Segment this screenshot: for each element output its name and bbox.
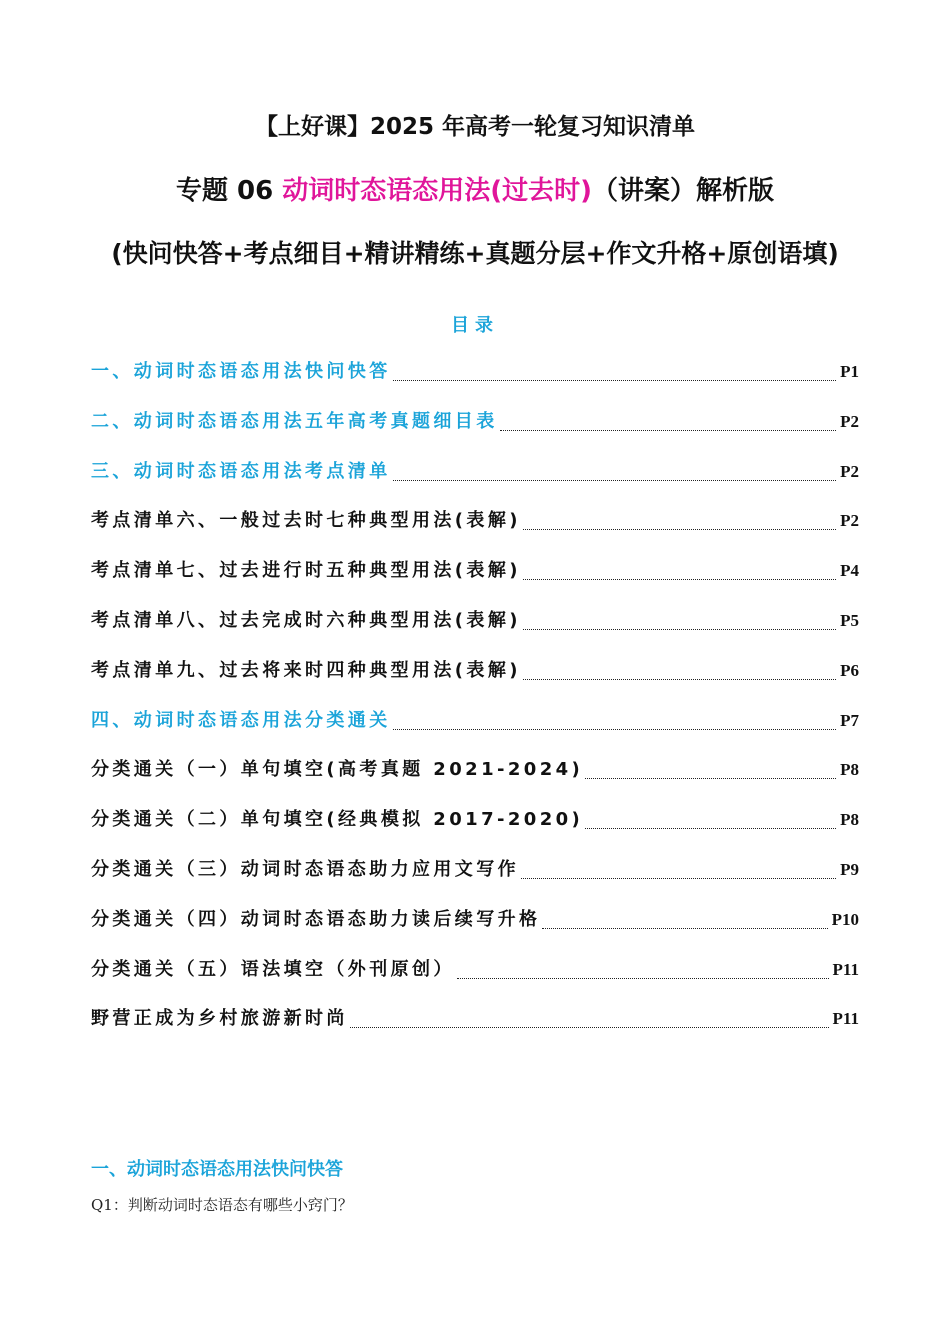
toc-entry[interactable] (91, 754, 859, 782)
toc-entry-label: 考点清单九、过去将来时四种典型用法(表解) (91, 660, 521, 681)
toc-dot-leader (523, 628, 836, 630)
toc-entry[interactable] (91, 1003, 859, 1031)
toc-entry-page: P8 (840, 810, 859, 829)
toc-entry[interactable] (91, 555, 859, 583)
section-heading: 一、动词时态语态用法快问快答 (91, 1159, 343, 1180)
toc-entry[interactable] (91, 356, 859, 384)
document-subtitle: (快问快答+考点细目+精讲精练+真题分层+作文升格+原创语填) (111, 239, 839, 268)
toc-dot-leader (523, 678, 836, 680)
toc-entry-page: P4 (840, 561, 859, 580)
toc-entry-label: 分类通关（三）动词时态语态助力应用文写作 (91, 859, 519, 880)
toc-entry-page: P2 (840, 412, 859, 431)
toc-entry[interactable] (91, 655, 859, 683)
toc-dot-leader (542, 927, 827, 929)
toc-entry-label: 考点清单六、一般过去时七种典型用法(表解) (91, 510, 521, 531)
toc-entry-label: 分类通关（一）单句填空(高考真题 2021-2024) (91, 759, 584, 780)
document-topic-title (0, 170, 950, 207)
toc-entry-label: 分类通关（二）单句填空(经典模拟 2017-2020) (91, 809, 584, 830)
toc-entry-page: P11 (832, 960, 859, 979)
toc-dot-leader (585, 827, 836, 829)
topic-prefix: 专题 06 (175, 176, 283, 206)
toc-entry[interactable] (91, 456, 859, 484)
toc-entry[interactable] (91, 605, 859, 633)
toc-entry[interactable] (91, 954, 859, 982)
toc-dot-leader (523, 578, 836, 580)
toc-dot-leader (350, 1026, 829, 1028)
toc-entry-label: 野营正成为乡村旅游新时尚 (91, 1008, 348, 1029)
toc-dot-leader (500, 429, 837, 431)
toc-entry-page: P8 (840, 760, 859, 779)
toc-dot-leader (521, 877, 836, 879)
toc-dot-leader (585, 777, 836, 779)
toc-entry[interactable] (91, 705, 859, 733)
toc-entry-page: P7 (840, 711, 859, 730)
document-series-title: 【上好课】2025 年高考一轮复习知识清单 (254, 114, 696, 140)
question-text: Q1：判断动词时态语态有哪些小窍门？ (91, 1196, 353, 1214)
toc-entry-label: 三、动词时态语态用法考点清单 (91, 461, 391, 482)
toc-entry-label: 二、动词时态语态用法五年高考真题细目表 (91, 411, 498, 432)
toc-entry-page: P6 (840, 661, 859, 680)
topic-suffix: （讲案）解析版 (592, 176, 775, 206)
toc-entry-label: 考点清单七、过去进行时五种典型用法(表解) (91, 560, 521, 581)
toc-entry-label: 分类通关（五）语法填空（外刊原创） (91, 959, 455, 980)
toc-entry[interactable] (91, 904, 859, 932)
toc-entry[interactable] (91, 804, 859, 832)
toc-dot-leader (393, 479, 837, 481)
topic-highlight: 动词时态语态用法(过去时) (282, 176, 593, 206)
toc-entry-page: P10 (831, 910, 859, 929)
toc-entry-page: P2 (840, 511, 859, 530)
toc-entry-page: P1 (840, 362, 859, 381)
toc-dot-leader (393, 379, 837, 381)
toc-entry-page: P5 (840, 611, 859, 630)
toc-dot-leader (457, 977, 829, 979)
toc-entry-label: 四、动词时态语态用法分类通关 (91, 710, 391, 731)
toc-dot-leader (393, 728, 837, 730)
toc-entry[interactable] (91, 406, 859, 434)
toc-entry-page: P11 (832, 1009, 859, 1028)
toc-entry-label: 一、动词时态语态用法快问快答 (91, 361, 391, 382)
toc-heading: 目录 (451, 315, 499, 336)
toc-entry-page: P2 (840, 462, 859, 481)
toc-entry-label: 分类通关（四）动词时态语态助力读后续写升格 (91, 909, 541, 930)
toc-entry[interactable] (91, 854, 859, 882)
toc-dot-leader (523, 528, 836, 530)
toc-entry-page: P9 (840, 860, 859, 879)
toc-entry-label: 考点清单八、过去完成时六种典型用法(表解) (91, 610, 521, 631)
toc-entry[interactable] (91, 505, 859, 533)
